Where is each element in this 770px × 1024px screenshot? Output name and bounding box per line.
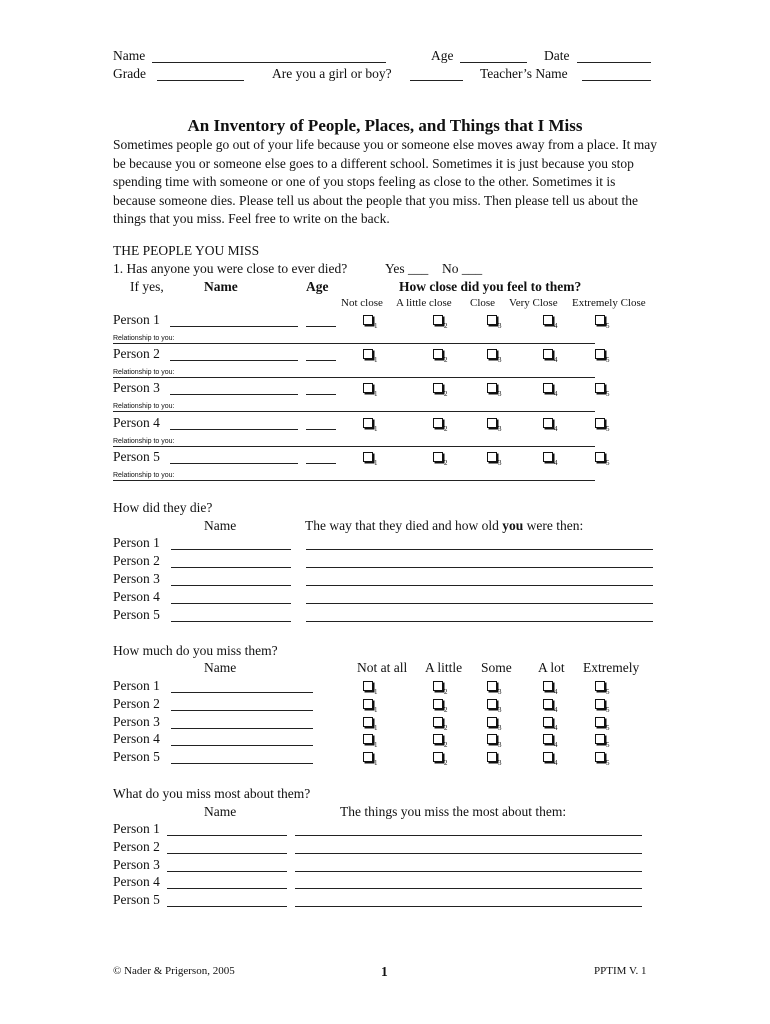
died-way-field[interactable]: [306, 585, 653, 586]
checkbox-number: 3: [498, 424, 502, 433]
age-label: Age: [431, 48, 454, 63]
person-label: Person 3: [113, 380, 160, 396]
checkbox-number: 4: [554, 424, 558, 433]
relationship-label: Relationship to you:: [113, 471, 175, 479]
grade-field[interactable]: [157, 80, 244, 81]
checkbox-icon: [487, 734, 497, 744]
checkbox-number: 2: [444, 723, 448, 732]
col-close-header: How close did you feel to them?: [399, 279, 582, 294]
checkbox-number: 1: [374, 424, 378, 433]
checkbox-number: 4: [554, 322, 558, 330]
died-person-label: Person 1: [113, 535, 160, 550]
relationship-field[interactable]: [113, 446, 595, 447]
checkbox-icon: [543, 681, 553, 691]
person-age-field[interactable]: [306, 326, 336, 327]
person-name-field[interactable]: [170, 463, 298, 464]
miss-level-checkbox[interactable]: [363, 751, 378, 767]
checkbox-icon: [595, 418, 605, 428]
checkbox-number: 4: [554, 390, 558, 399]
died-col-way: The way that they died and how old you were then:: [305, 518, 584, 533]
relationship-field[interactable]: [113, 343, 595, 344]
checkbox-icon: [595, 717, 605, 727]
checkbox-icon: [595, 349, 605, 359]
date-field[interactable]: [577, 62, 651, 63]
page-title: An Inventory of People, Places, and Things that I Miss: [187, 116, 583, 135]
miss-person-label: Person 3: [113, 713, 160, 729]
checkbox-icon: [363, 315, 373, 325]
checkbox-icon: [363, 681, 373, 691]
scale-not-close: Not close: [341, 297, 383, 309]
footer-copyright: © Nader & Prigerson, 2005: [113, 965, 235, 977]
checkbox-number: 5: [606, 458, 610, 467]
checkbox-icon: [543, 717, 553, 727]
died-person-label: Person 4: [113, 589, 160, 604]
checkbox-icon: [363, 699, 373, 709]
person-age-field[interactable]: [306, 463, 336, 464]
checkbox-number: 2: [444, 705, 448, 714]
died-name-field[interactable]: [171, 603, 291, 604]
miss-level-checkbox[interactable]: [543, 751, 558, 767]
most-person-label: Person 4: [113, 874, 160, 890]
checkbox-number: 2: [444, 759, 448, 768]
person-age-field[interactable]: [306, 360, 336, 361]
checkbox-number: 1: [374, 759, 378, 768]
checkbox-number: 3: [498, 688, 502, 696]
died-name-field[interactable]: [171, 549, 291, 550]
miss-level-checkbox[interactable]: [487, 716, 502, 732]
checkbox-number: 1: [374, 723, 378, 732]
closeness-checkbox[interactable]: [433, 451, 448, 467]
checkbox-icon: [487, 699, 497, 709]
relationship-field[interactable]: [113, 377, 595, 378]
checkbox-number: 4: [554, 723, 558, 732]
miss-heading: How much do you miss them?: [113, 643, 278, 658]
col-age-header: Age: [306, 279, 329, 294]
died-heading: How did they die?: [113, 500, 213, 515]
checkbox-icon: [595, 734, 605, 744]
checkbox-number: 1: [374, 705, 378, 714]
checkbox-icon: [433, 699, 443, 709]
checkbox-icon: [363, 383, 373, 393]
checkbox-icon: [433, 734, 443, 744]
checkbox-icon: [543, 383, 553, 393]
closeness-checkbox[interactable]: [543, 451, 558, 467]
checkbox-icon: [433, 752, 443, 762]
closeness-checkbox[interactable]: [543, 382, 558, 398]
miss-person-label: Person 5: [113, 749, 160, 765]
miss-scale-some: Some: [481, 660, 512, 675]
closeness-checkbox[interactable]: [363, 348, 378, 364]
checkbox-number: 5: [606, 424, 610, 433]
miss-name-field[interactable]: [171, 763, 313, 764]
miss-level-checkbox[interactable]: [363, 680, 378, 696]
person-name-field[interactable]: [170, 394, 298, 395]
checkbox-number: 5: [606, 741, 610, 750]
checkbox-number: 1: [374, 322, 378, 330]
checkbox-icon: [487, 752, 497, 762]
miss-level-checkbox[interactable]: [487, 751, 502, 767]
checkbox-number: 4: [554, 458, 558, 467]
person-age-field[interactable]: [306, 394, 336, 395]
miss-name-field[interactable]: [171, 728, 313, 729]
miss-person-label: Person 1: [113, 678, 160, 693]
most-things-field[interactable]: [295, 888, 642, 889]
scale-little-close: A little close: [396, 297, 452, 309]
question-died: 1. Has anyone you were close to ever died?: [113, 261, 348, 276]
closeness-checkbox[interactable]: [595, 417, 610, 433]
closeness-checkbox[interactable]: [363, 314, 378, 330]
miss-level-checkbox[interactable]: [433, 733, 448, 749]
checkbox-icon: [487, 717, 497, 727]
died-person-label: Person 5: [113, 607, 160, 622]
most-things-field[interactable]: [295, 906, 642, 907]
teacher-label: Teacher’s Name: [480, 66, 568, 81]
died-name-field[interactable]: [171, 567, 291, 568]
checkbox-icon: [433, 681, 443, 691]
checkbox-icon: [543, 699, 553, 709]
miss-level-checkbox[interactable]: [543, 680, 558, 696]
most-name-field[interactable]: [167, 906, 287, 907]
person-age-field[interactable]: [306, 429, 336, 430]
closeness-checkbox[interactable]: [487, 451, 502, 467]
miss-level-checkbox[interactable]: [595, 716, 610, 732]
checkbox-icon: [433, 383, 443, 393]
checkbox-icon: [433, 452, 443, 462]
most-col-name: Name: [204, 804, 237, 819]
most-heading: What do you miss most about them?: [113, 786, 311, 801]
relationship-label: Relationship to you:: [113, 335, 175, 342]
checkbox-icon: [433, 418, 443, 428]
checkbox-number: 1: [374, 688, 378, 696]
closeness-checkbox[interactable]: [487, 348, 502, 364]
checkbox-number: 1: [374, 356, 378, 365]
closeness-checkbox[interactable]: [363, 417, 378, 433]
gender-question: Are you a girl or boy?: [272, 66, 392, 81]
grade-label: Grade: [113, 66, 146, 81]
most-name-field[interactable]: [167, 853, 287, 854]
checkbox-number: 3: [498, 741, 502, 750]
checkbox-number: 3: [498, 390, 502, 399]
miss-level-checkbox[interactable]: [487, 733, 502, 749]
closeness-checkbox[interactable]: [363, 382, 378, 398]
checkbox-number: 4: [554, 741, 558, 750]
most-name-field[interactable]: [167, 888, 287, 889]
died-way-field[interactable]: [306, 621, 653, 622]
footer-version: PPTIM V. 1: [594, 965, 647, 977]
checkbox-icon: [595, 383, 605, 393]
checkbox-icon: [543, 452, 553, 462]
miss-level-checkbox[interactable]: [433, 698, 448, 714]
relationship-label: Relationship to you:: [113, 403, 175, 411]
person-label: Person 1: [113, 312, 160, 327]
miss-person-label: Person 4: [113, 731, 160, 747]
scale-very-close: Very Close: [509, 297, 558, 309]
checkbox-icon: [363, 452, 373, 462]
died-person-label: Person 3: [113, 571, 160, 586]
closeness-checkbox[interactable]: [595, 314, 610, 330]
checkbox-icon: [433, 315, 443, 325]
people-heading: THE PEOPLE YOU MISS: [113, 243, 260, 258]
died-way-field[interactable]: [306, 603, 653, 604]
teacher-field[interactable]: [582, 80, 651, 81]
gender-field[interactable]: [410, 80, 463, 81]
checkbox-icon: [543, 418, 553, 428]
most-things-field[interactable]: [295, 871, 642, 872]
checkbox-number: 4: [554, 688, 558, 696]
miss-level-checkbox[interactable]: [363, 698, 378, 714]
most-things-field[interactable]: [295, 835, 642, 836]
checkbox-number: 2: [444, 688, 448, 696]
checkbox-number: 2: [444, 741, 448, 750]
checkbox-number: 5: [606, 356, 610, 365]
checkbox-number: 1: [374, 458, 378, 467]
miss-level-checkbox[interactable]: [433, 751, 448, 767]
checkbox-icon: [595, 699, 605, 709]
checkbox-icon: [363, 418, 373, 428]
checkbox-icon: [433, 349, 443, 359]
died-way-field[interactable]: [306, 567, 653, 568]
miss-scale-extremely: Extremely: [583, 660, 640, 675]
miss-level-checkbox[interactable]: [595, 751, 610, 767]
closeness-checkbox[interactable]: [595, 382, 610, 398]
closeness-checkbox[interactable]: [595, 348, 610, 364]
person-name-field[interactable]: [170, 326, 298, 327]
most-col-things: The things you miss the most about them:: [340, 804, 567, 819]
closeness-checkbox[interactable]: [433, 348, 448, 364]
checkbox-icon: [487, 681, 497, 691]
person-label: Person 4: [113, 414, 160, 430]
checkbox-icon: [543, 349, 553, 359]
intro-paragraph: Sometimes people go out of your life because you or someone else moves away from a place. It may be because you or someone else goes to a different school. Sometimes it is just because you stop spending time with someone or one of you stops feeling as close to the other. Sometimes it is because someone dies. Please tell us about the people that you miss. Then please tell us about the things that you miss. Feel free to write on the back.: [113, 137, 657, 226]
checkbox-number: 3: [498, 723, 502, 732]
miss-scale-a-little: A little: [425, 660, 463, 675]
checkbox-number: 2: [444, 424, 448, 433]
miss-level-checkbox[interactable]: [595, 698, 610, 714]
miss-name-field[interactable]: [171, 710, 313, 711]
miss-col-name: Name: [204, 660, 237, 675]
no-option[interactable]: No ___: [442, 261, 483, 276]
died-way-field[interactable]: [306, 549, 653, 550]
checkbox-icon: [595, 752, 605, 762]
closeness-checkbox[interactable]: [363, 451, 378, 467]
yes-option[interactable]: Yes ___: [385, 261, 429, 276]
closeness-checkbox[interactable]: [433, 417, 448, 433]
checkbox-icon: [595, 681, 605, 691]
checkbox-number: 2: [444, 458, 448, 467]
miss-level-checkbox[interactable]: [363, 733, 378, 749]
checkbox-number: 1: [374, 741, 378, 750]
closeness-checkbox[interactable]: [433, 314, 448, 330]
checkbox-number: 1: [374, 390, 378, 399]
miss-level-checkbox[interactable]: [433, 680, 448, 696]
closeness-checkbox[interactable]: [487, 382, 502, 398]
died-col-name: Name: [204, 518, 237, 533]
miss-level-checkbox[interactable]: [363, 716, 378, 732]
most-person-label: Person 3: [113, 856, 160, 872]
person-label: Person 5: [113, 448, 160, 464]
checkbox-number: 2: [444, 356, 448, 365]
relationship-field[interactable]: [113, 411, 595, 412]
checkbox-icon: [363, 349, 373, 359]
checkbox-number: 5: [606, 705, 610, 714]
checkbox-number: 4: [554, 759, 558, 768]
checkbox-number: 3: [498, 322, 502, 330]
miss-level-checkbox[interactable]: [433, 716, 448, 732]
person-label: Person 2: [113, 346, 160, 362]
most-name-field[interactable]: [167, 871, 287, 872]
miss-name-field[interactable]: [171, 745, 313, 746]
checkbox-icon: [595, 452, 605, 462]
date-label: Date: [544, 48, 570, 63]
checkbox-number: 2: [444, 390, 448, 399]
name-field[interactable]: [152, 62, 386, 63]
most-person-label: Person 1: [113, 821, 160, 836]
checkbox-icon: [543, 734, 553, 744]
closeness-checkbox[interactable]: [487, 417, 502, 433]
miss-level-checkbox[interactable]: [543, 733, 558, 749]
checkbox-icon: [487, 418, 497, 428]
if-yes-label: If yes,: [130, 279, 164, 294]
closeness-checkbox[interactable]: [433, 382, 448, 398]
checkbox-number: 4: [554, 705, 558, 714]
checkbox-number: 3: [498, 356, 502, 365]
checkbox-number: 3: [498, 759, 502, 768]
closeness-checkbox[interactable]: [487, 314, 502, 330]
miss-person-label: Person 2: [113, 695, 160, 711]
died-name-field[interactable]: [171, 621, 291, 622]
name-label: Name: [113, 48, 146, 63]
checkbox-number: 2: [444, 322, 448, 330]
miss-level-checkbox[interactable]: [487, 698, 502, 714]
checkbox-icon: [487, 315, 497, 325]
person-name-field[interactable]: [170, 360, 298, 361]
miss-level-checkbox[interactable]: [487, 680, 502, 696]
miss-level-checkbox[interactable]: [595, 680, 610, 696]
most-person-label: Person 2: [113, 838, 160, 854]
died-person-label: Person 2: [113, 553, 160, 568]
checkbox-icon: [487, 349, 497, 359]
checkbox-icon: [363, 752, 373, 762]
checkbox-number: 5: [606, 688, 610, 696]
closeness-checkbox[interactable]: [543, 417, 558, 433]
checkbox-number: 3: [498, 458, 502, 467]
age-field[interactable]: [460, 62, 527, 63]
closeness-checkbox[interactable]: [543, 314, 558, 330]
checkbox-number: 4: [554, 356, 558, 365]
checkbox-icon: [433, 717, 443, 727]
col-name-header: Name: [204, 279, 238, 294]
closeness-checkbox[interactable]: [543, 348, 558, 364]
scale-extremely-close: Extremely Close: [572, 297, 646, 309]
most-name-field[interactable]: [167, 835, 287, 836]
scale-close: Close: [470, 297, 496, 309]
most-person-label: Person 5: [113, 892, 160, 908]
closeness-checkbox[interactable]: [595, 451, 610, 467]
footer-page-number: 1: [381, 964, 388, 979]
miss-level-checkbox[interactable]: [543, 716, 558, 732]
checkbox-icon: [487, 383, 497, 393]
most-things-field[interactable]: [295, 853, 642, 854]
checkbox-icon: [543, 752, 553, 762]
checkbox-number: 5: [606, 759, 610, 768]
checkbox-icon: [487, 452, 497, 462]
miss-scale-not-at-all: Not at all: [357, 660, 408, 675]
miss-level-checkbox[interactable]: [595, 733, 610, 749]
checkbox-icon: [363, 717, 373, 727]
miss-level-checkbox[interactable]: [543, 698, 558, 714]
checkbox-number: 5: [606, 723, 610, 732]
checkbox-icon: [363, 734, 373, 744]
miss-scale-a-lot: A lot: [538, 660, 565, 675]
person-name-field[interactable]: [170, 429, 298, 430]
checkbox-icon: [595, 315, 605, 325]
relationship-label: Relationship to you:: [113, 437, 175, 445]
died-name-field[interactable]: [171, 585, 291, 586]
checkbox-number: 5: [606, 322, 610, 330]
checkbox-number: 5: [606, 390, 610, 399]
miss-name-field[interactable]: [171, 692, 313, 693]
checkbox-icon: [543, 315, 553, 325]
relationship-label: Relationship to you:: [113, 369, 175, 377]
relationship-field[interactable]: [113, 480, 595, 481]
checkbox-number: 3: [498, 705, 502, 714]
